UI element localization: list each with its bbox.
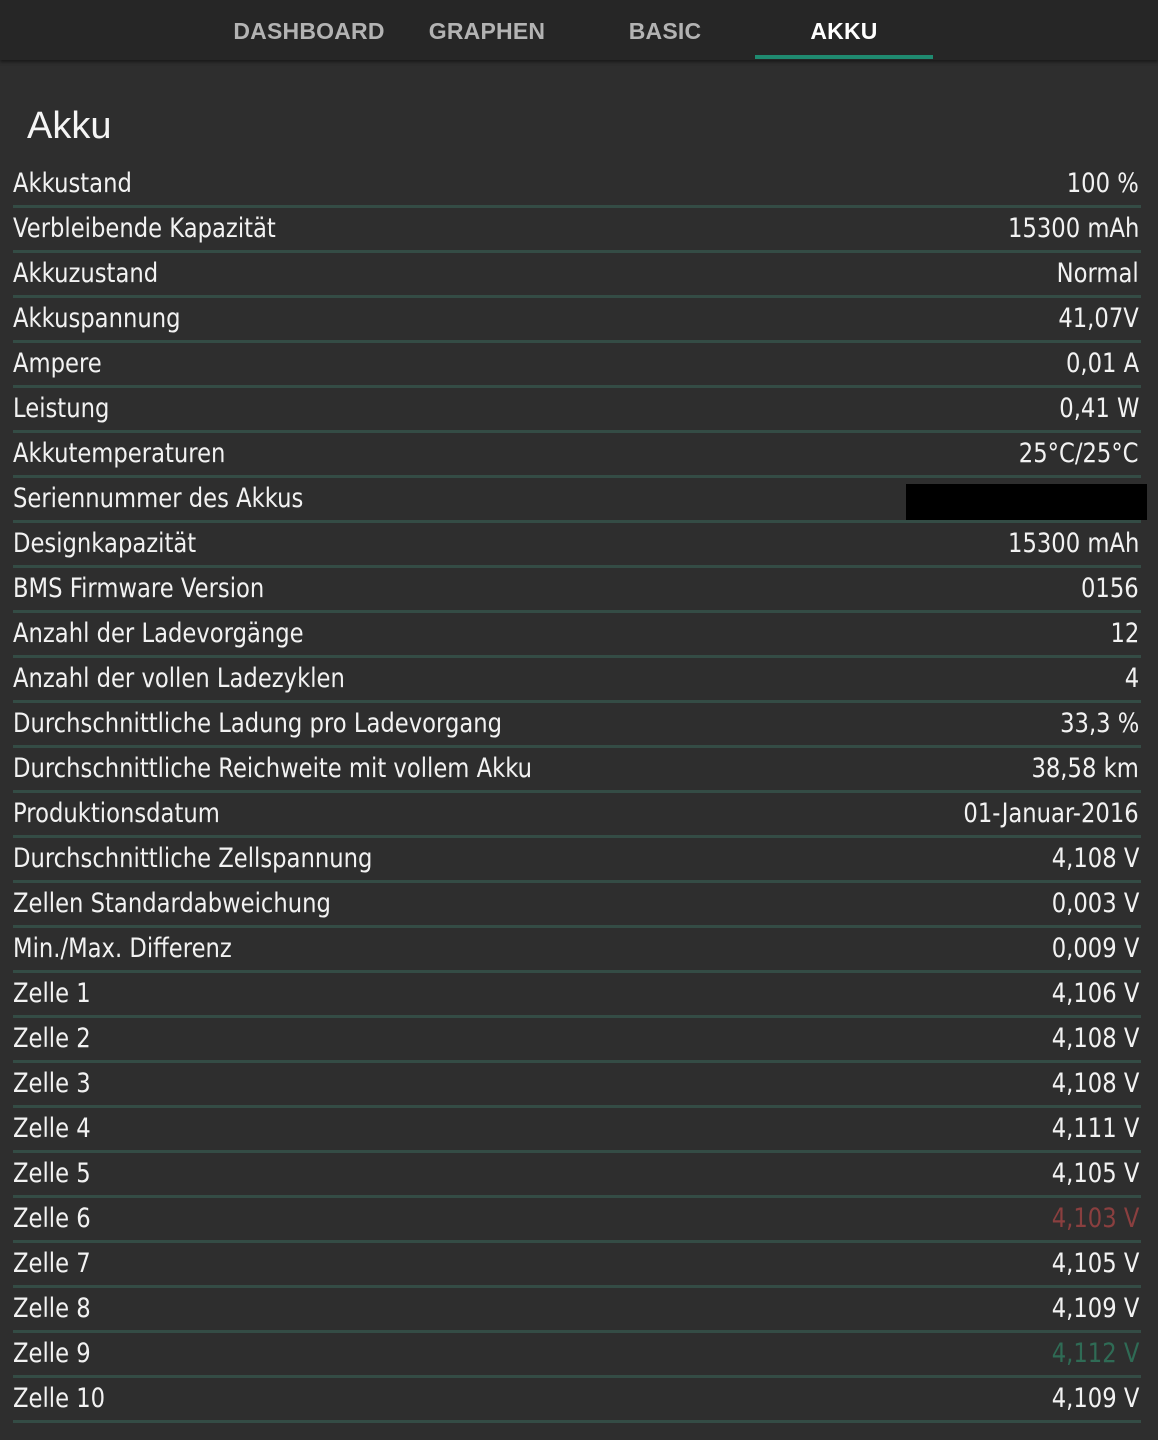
row-label: Leistung (13, 393, 110, 424)
row-label: Zelle 6 (13, 1203, 91, 1234)
list-item-anzahl-ladevorgaenge (13, 613, 1141, 658)
row-value: 100 % (1066, 168, 1139, 199)
row-label: BMS Firmware Version (13, 573, 265, 604)
list-item-zelle-8 (13, 1288, 1141, 1333)
row-value: 4,109 V (1051, 1293, 1139, 1324)
list-item-akkustand (13, 163, 1141, 208)
row-value: 4,108 V (1051, 1068, 1139, 1099)
list-item-zelle-6 (13, 1198, 1141, 1243)
row-label: Verbleibende Kapazität (13, 213, 276, 244)
list-item-ampere (13, 343, 1141, 388)
row-label: Zelle 5 (13, 1158, 91, 1189)
list-item-durchschnittliche-ladung (13, 703, 1141, 748)
row-value: 4 (1124, 663, 1139, 694)
battery-info-list (13, 163, 1141, 1423)
tab-basic[interactable]: BASIC (628, 18, 702, 44)
list-item-zelle-3 (13, 1063, 1141, 1108)
row-label: Zelle 9 (13, 1338, 91, 1369)
row-label: Designkapazität (13, 528, 197, 559)
tab-dashboard[interactable]: DASHBOARD (233, 18, 385, 44)
row-value-min-cell: 4,103 V (1051, 1203, 1139, 1234)
row-label: Akkuzustand (13, 258, 159, 289)
row-value: 25°C/25°C (1019, 438, 1139, 469)
tab-graphen[interactable]: GRAPHEN (428, 18, 546, 44)
list-item-durchschnittliche-reichweite (13, 748, 1141, 793)
tab-akku[interactable]: AKKU (810, 18, 878, 44)
list-item-zelle-9 (13, 1333, 1141, 1378)
serial-number-redaction (906, 484, 1147, 520)
list-item-zelle-7 (13, 1243, 1141, 1288)
row-value: 4,111 V (1051, 1113, 1139, 1144)
row-value: 38,58 km (1031, 753, 1139, 784)
row-label: Zelle 7 (13, 1248, 91, 1279)
list-item-zelle-4 (13, 1108, 1141, 1153)
list-item-zelle-2 (13, 1018, 1141, 1063)
list-item-min-max-differenz (13, 928, 1141, 973)
list-item-produktionsdatum (13, 793, 1141, 838)
list-item-akkuspannung (13, 298, 1141, 343)
row-value-max-cell: 4,112 V (1051, 1338, 1139, 1369)
row-label: Zellen Standardabweichung (13, 888, 331, 919)
row-label: Durchschnittliche Ladung pro Ladevorgang (13, 708, 503, 739)
tab-bar (0, 0, 1158, 60)
row-label: Zelle 3 (13, 1068, 91, 1099)
list-item-leistung (13, 388, 1141, 433)
list-item-zelle-10 (13, 1378, 1141, 1423)
row-label: Zelle 8 (13, 1293, 91, 1324)
page-title: Akku (27, 105, 112, 147)
list-item-zelle-1 (13, 973, 1141, 1018)
row-label: Seriennummer des Akkus (13, 483, 304, 514)
row-label: Durchschnittliche Zellspannung (13, 843, 373, 874)
list-item-zellen-standardabweichung (13, 883, 1141, 928)
list-item-bms-firmware-version (13, 568, 1141, 613)
row-value: 0,01 A (1065, 348, 1139, 379)
row-value: 41,07V (1058, 303, 1139, 334)
list-item-zelle-5 (13, 1153, 1141, 1198)
row-label: Akkuspannung (13, 303, 181, 334)
row-label: Akkustand (13, 168, 132, 199)
row-value: 12 (1110, 618, 1139, 649)
row-label: Zelle 2 (13, 1023, 91, 1054)
row-label: Durchschnittliche Reichweite mit vollem Akku (13, 753, 533, 784)
row-label: Min./Max. Differenz (13, 933, 232, 964)
row-value: 15300 mAh (1007, 528, 1139, 559)
row-value: 15300 mAh (1007, 213, 1139, 244)
row-value: 0,009 V (1051, 933, 1139, 964)
row-label: Zelle 10 (13, 1383, 106, 1414)
row-value: 01-Januar-2016 (963, 798, 1139, 829)
row-label: Akkutemperaturen (13, 438, 226, 469)
row-value: 0156 (1081, 573, 1139, 604)
list-item-verbleibende-kapazitaet (13, 208, 1141, 253)
row-value: 0,003 V (1051, 888, 1139, 919)
row-label: Ampere (13, 348, 102, 379)
list-item-anzahl-ladezyklen (13, 658, 1141, 703)
list-item-durchschnittliche-zellspannung (13, 838, 1141, 883)
row-value: Normal (1056, 258, 1139, 289)
list-item-akkuzustand (13, 253, 1141, 298)
list-item-akkutemperaturen (13, 433, 1141, 478)
row-value: 0,41 W (1058, 393, 1139, 424)
row-label: Produktionsdatum (13, 798, 220, 829)
row-label: Zelle 1 (13, 978, 91, 1009)
row-label: Zelle 4 (13, 1113, 91, 1144)
list-item-designkapazitaet (13, 523, 1141, 568)
active-tab-indicator (755, 55, 933, 59)
row-value: 4,105 V (1051, 1158, 1139, 1189)
row-value: 4,106 V (1051, 978, 1139, 1009)
row-value: 4,108 V (1051, 843, 1139, 874)
row-value: 4,109 V (1051, 1383, 1139, 1414)
row-value: 4,108 V (1051, 1023, 1139, 1054)
row-value: 4,105 V (1051, 1248, 1139, 1279)
row-label: Anzahl der vollen Ladezyklen (13, 663, 345, 694)
row-value: 33,3 % (1059, 708, 1139, 739)
row-label: Anzahl der Ladevorgänge (13, 618, 304, 649)
